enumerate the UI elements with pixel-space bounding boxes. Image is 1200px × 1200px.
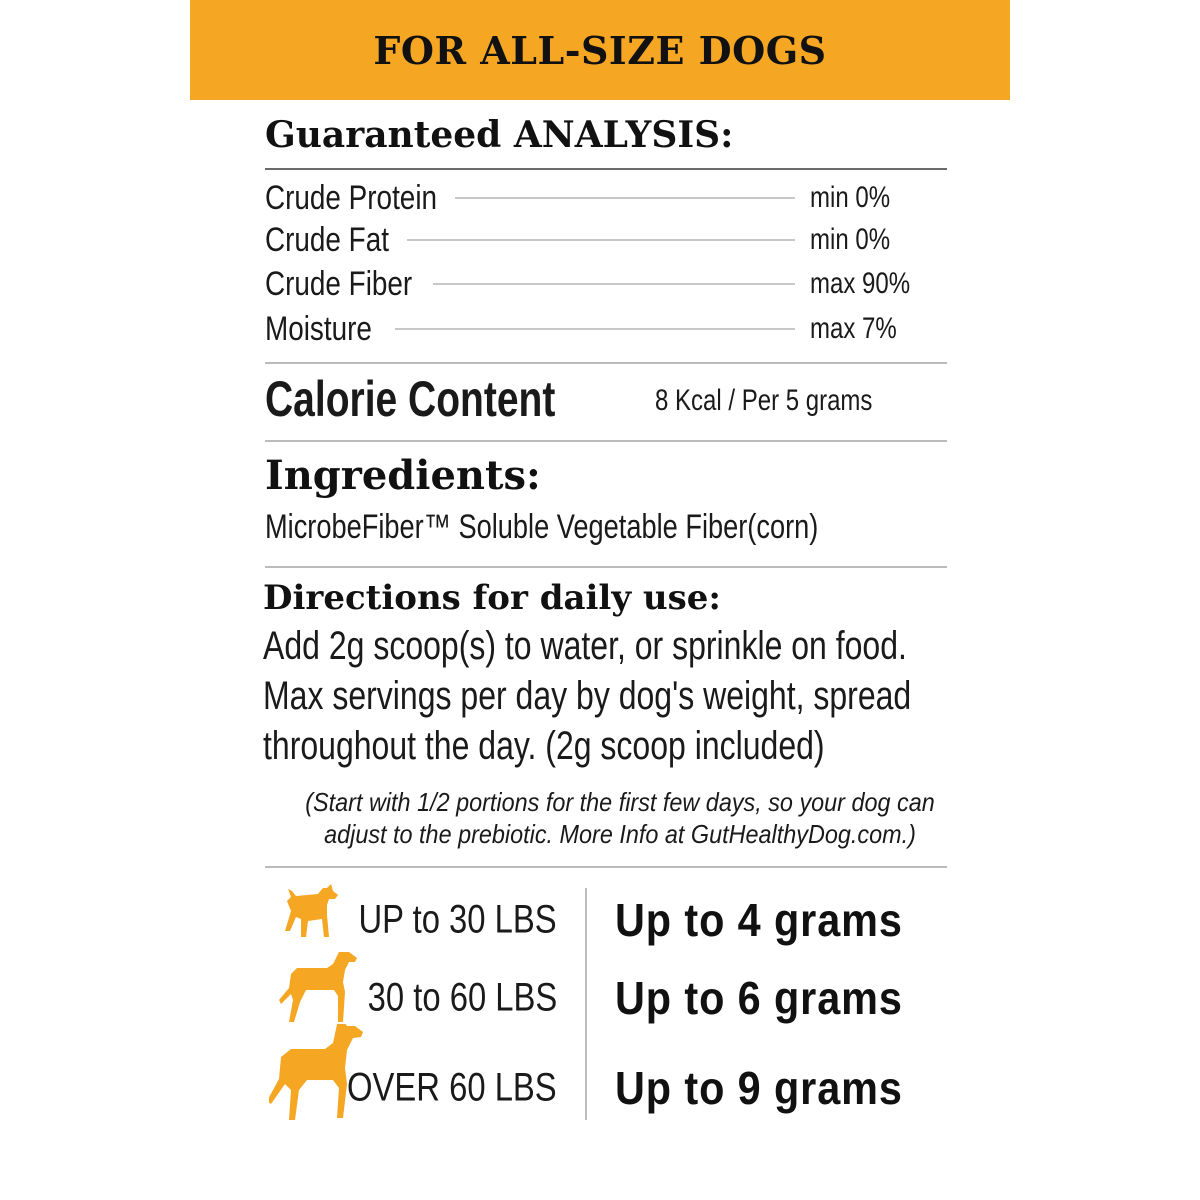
- dosage-amount: Up to 4 grams: [615, 894, 903, 946]
- dosage-amount: Up to 9 grams: [615, 1062, 903, 1114]
- section-divider: [265, 566, 947, 568]
- analysis-row-label: Crude Fat: [265, 220, 389, 259]
- analysis-row-crude-protein: [265, 178, 947, 218]
- banner-title: FOR ALL-SIZE DOGS: [373, 27, 827, 73]
- leader-line: [395, 328, 795, 330]
- medium-dog-icon: [275, 950, 357, 1024]
- dosage-row-medium: [265, 958, 965, 1038]
- ingredients-text: MicrobeFiber™ Soluble Vegetable Fiber(corn): [265, 508, 819, 546]
- dosage-row-large: [265, 1048, 965, 1128]
- leader-line: [455, 197, 795, 199]
- directions-note-line: adjust to the prebiotic. More Info at GutHealthyDog.com.): [324, 819, 916, 849]
- section-divider: [265, 866, 947, 868]
- directions-note-line: (Start with 1/2 portions for the first few days, so your dog can: [305, 787, 935, 817]
- analysis-row-crude-fat: [265, 220, 947, 260]
- section-divider: [265, 362, 947, 364]
- dosage-weight: OVER 60 LBS: [347, 1065, 557, 1110]
- analysis-row-label: Crude Protein: [265, 178, 438, 217]
- dosage-weight: 30 to 60 LBS: [367, 975, 557, 1020]
- calorie-label: Calorie Content: [265, 371, 556, 427]
- directions-line: Max servings per day by dog's weight, spread: [263, 674, 912, 718]
- dosage-weight: UP to 30 LBS: [358, 897, 557, 942]
- analysis-row-label: Moisture: [265, 309, 372, 348]
- analysis-row-value: min 0%: [810, 181, 891, 214]
- header-banner: [190, 0, 1010, 100]
- analysis-row-moisture: [265, 309, 947, 349]
- directions-line: throughout the day. (2g scoop included): [263, 724, 825, 768]
- ingredients-title: Ingredients:: [265, 452, 541, 499]
- calorie-value: 8 Kcal / Per 5 grams: [655, 384, 873, 417]
- dosage-row-small: [265, 880, 965, 960]
- analysis-row-value: max 90%: [810, 267, 911, 300]
- leader-line: [407, 239, 795, 241]
- directions-title: Directions for daily use:: [263, 578, 721, 618]
- leader-line: [433, 283, 795, 285]
- dosage-amount: Up to 6 grams: [615, 972, 903, 1024]
- small-dog-icon: [279, 884, 339, 942]
- analysis-row-label: Crude Fiber: [265, 264, 413, 303]
- section-divider: [265, 440, 947, 442]
- analysis-row-value: min 0%: [810, 223, 891, 256]
- directions-line: Add 2g scoop(s) to water, or sprinkle on food.: [263, 624, 907, 668]
- analysis-row-value: max 7%: [810, 312, 897, 345]
- analysis-row-crude-fiber: [265, 264, 947, 304]
- analysis-title-divider: [265, 168, 947, 170]
- analysis-title: Guaranteed ANALYSIS:: [265, 114, 734, 156]
